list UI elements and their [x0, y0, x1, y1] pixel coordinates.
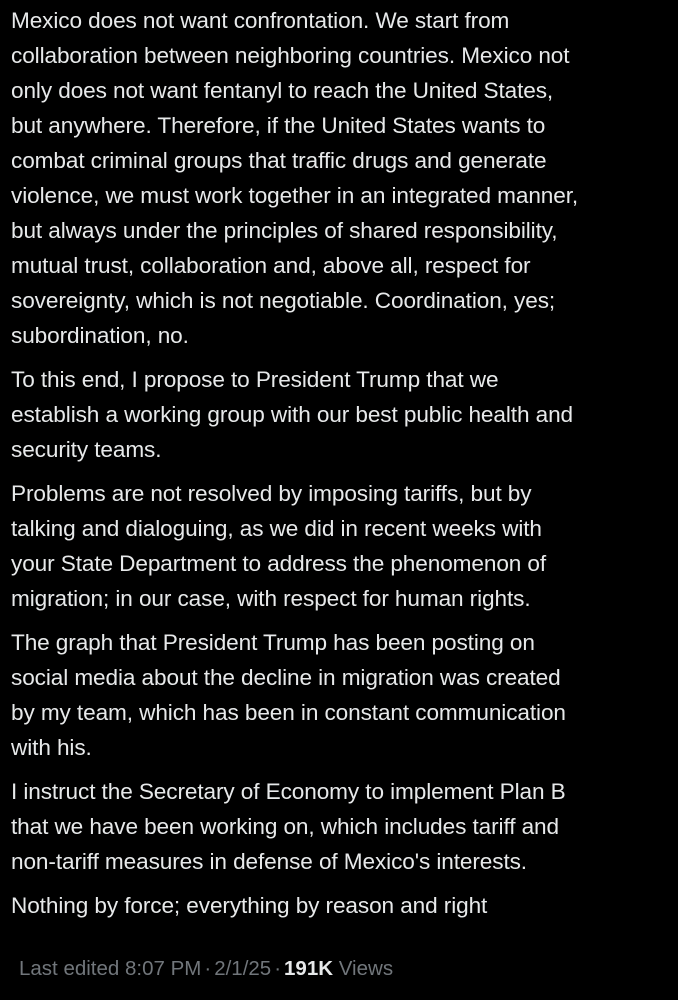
separator: ·	[204, 957, 212, 980]
last-edited-link[interactable]	[19, 957, 201, 980]
post-time: 8:07 PM	[125, 957, 202, 980]
separator: ·	[274, 957, 282, 980]
post-text	[11, 3, 671, 932]
post-paragraph-4: The graph that President Trump has been posting on social media about the decline in migration was created by my team, which has been in constant communication with his.	[11, 630, 566, 760]
views-link[interactable]	[284, 957, 393, 980]
edited-label: Last edited	[19, 957, 120, 980]
post-date: 2/1/25	[214, 957, 272, 980]
post-paragraph-3: Problems are not resolved by imposing tariffs, but by talking and dialoguing, as we did in recent weeks with your State Department to address the phenomenon of migration; in our case, with respect for human rights.	[11, 481, 547, 611]
post-paragraph-2: To this end, I propose to President Trump that we establish a working group with our best public health and security teams.	[11, 367, 574, 462]
post-paragraph-1: Mexico does not want confrontation. We start from collaboration between neighboring countries. Mexico not only does not want fentanyl to reach the United States, but anywhere. Therefore, if the United States wants to combat criminal groups that traffic drugs and generate violence, we must work together in an integrated manner, but always under the principles of shared responsibility, mutual trust, collaboration and, above all, respect for sovereignty, which is not negotiable. Coordination, yes; subordination, no.	[11, 8, 579, 348]
post-metadata	[19, 952, 393, 986]
views-label: Views	[338, 957, 394, 980]
post-paragraph-5: I instruct the Secretary of Economy to implement Plan B that we have been working on, which includes tariff and non-tariff measures in defense of Mexico's interests.	[11, 779, 566, 874]
views-count: 191K	[284, 957, 334, 980]
post-paragraph-6: Nothing by force; everything by reason and right	[11, 893, 488, 918]
